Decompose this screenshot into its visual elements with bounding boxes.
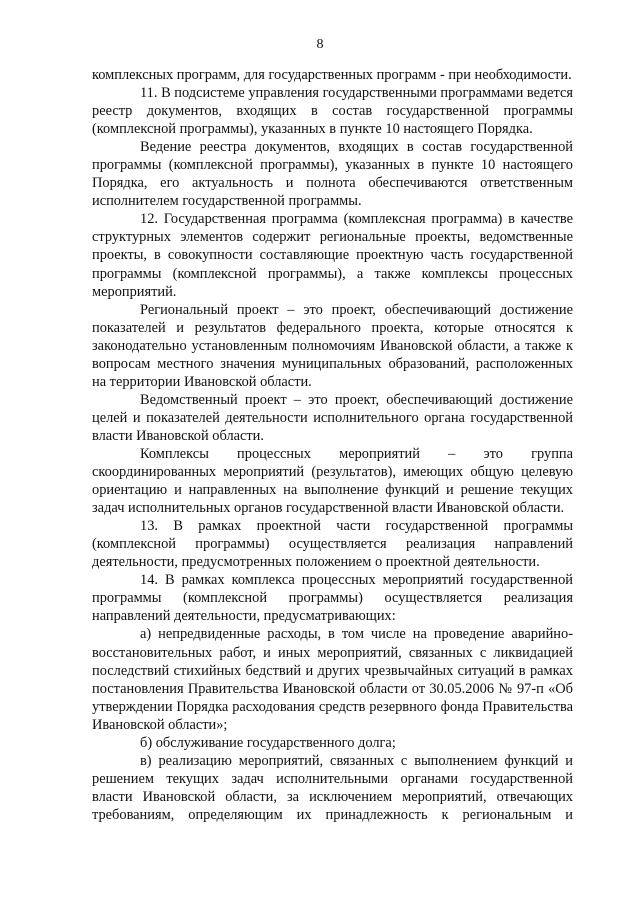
paragraph-11: 11. В подсистеме управления государственными программами ведется реестр документов, входящих в состав государственной программы (комплексной программы), указанных в пункте 10 настоящего Порядка.: [92, 85, 573, 138]
paragraph-13: 13. В рамках проектной части государственной программы (комплексной программы) осуществляется реализация направлений деятельности, предусмотренных положением о проектной деятельности.: [92, 518, 573, 571]
list-item-a: а) непредвиденные расходы, в том числе на проведение аварийно-восстановительных работ, и иных мероприятий, связанных с ликвидацией последствий стихийных бедствий и других чрезвычайных ситуаций в рамках постановления Правительства Ивановской области от 30.05.2006 № 97-п «Об утверждении Порядка расходования средств резервного фонда Правительства Ивановской области»;: [92, 626, 573, 733]
list-item-b: б) обслуживание государственного долга;: [140, 734, 396, 751]
paragraph-14: 14. В рамках комплекса процессных мероприятий государственной программы (комплексной программы) осуществляется реализация направлений деятельности, предусматривающих:: [92, 572, 573, 625]
paragraph-registry: Ведение реестра документов, входящих в состав государственной программы (комплексной программы), указанных в пункте 10 настоящего Порядка, его актуальность и полнота обеспечиваются ответственным исполнителем государственной программы.: [92, 139, 573, 210]
paragraph-process-complexes: Комплексы процессных мероприятий – это группа скоординированных мероприятий (результатов), имеющих общую целевую ориентацию и направленных на выполнение функций и решение текущих задач исполнительных органов государственной власти Ивановской области.: [92, 445, 573, 517]
page-number: 8: [316, 37, 324, 52]
paragraph-departmental-project: Ведомственный проект – это проект, обеспечивающий достижение целей и показателей деятельности исполнительного органа государственной власти Ивановской области.: [92, 391, 573, 444]
paragraph-continuation: комплексных программ, для государственных программ - при необходимости.: [92, 67, 572, 83]
document-body: [92, 66, 573, 824]
list-item-v: в) реализацию мероприятий, связанных с выполнением функций и решением текущих задач исполнительными органами государственной власти Ивановской области, за исключением мероприятий, отвечающих требованиям, определяющим их принадлежность к региональным и: [92, 752, 573, 823]
paragraph-12: 12. Государственная программа (комплексная программа) в качестве структурных элементов содержит региональные проекты, ведомственные проекты, в совокупности составляющие проектную часть государственной программы (комплексной программы), а также комплексы процессных мероприятий.: [92, 211, 573, 300]
paragraph-regional-project: Региональный проект – это проект, обеспечивающий достижение показателей и результатов федерального проекта, которые относятся к законодательно установленным полномочиям Ивановской области, а также к вопросам местного значения муниципальных образований, расположенных на территории Ивановской области.: [92, 301, 573, 390]
